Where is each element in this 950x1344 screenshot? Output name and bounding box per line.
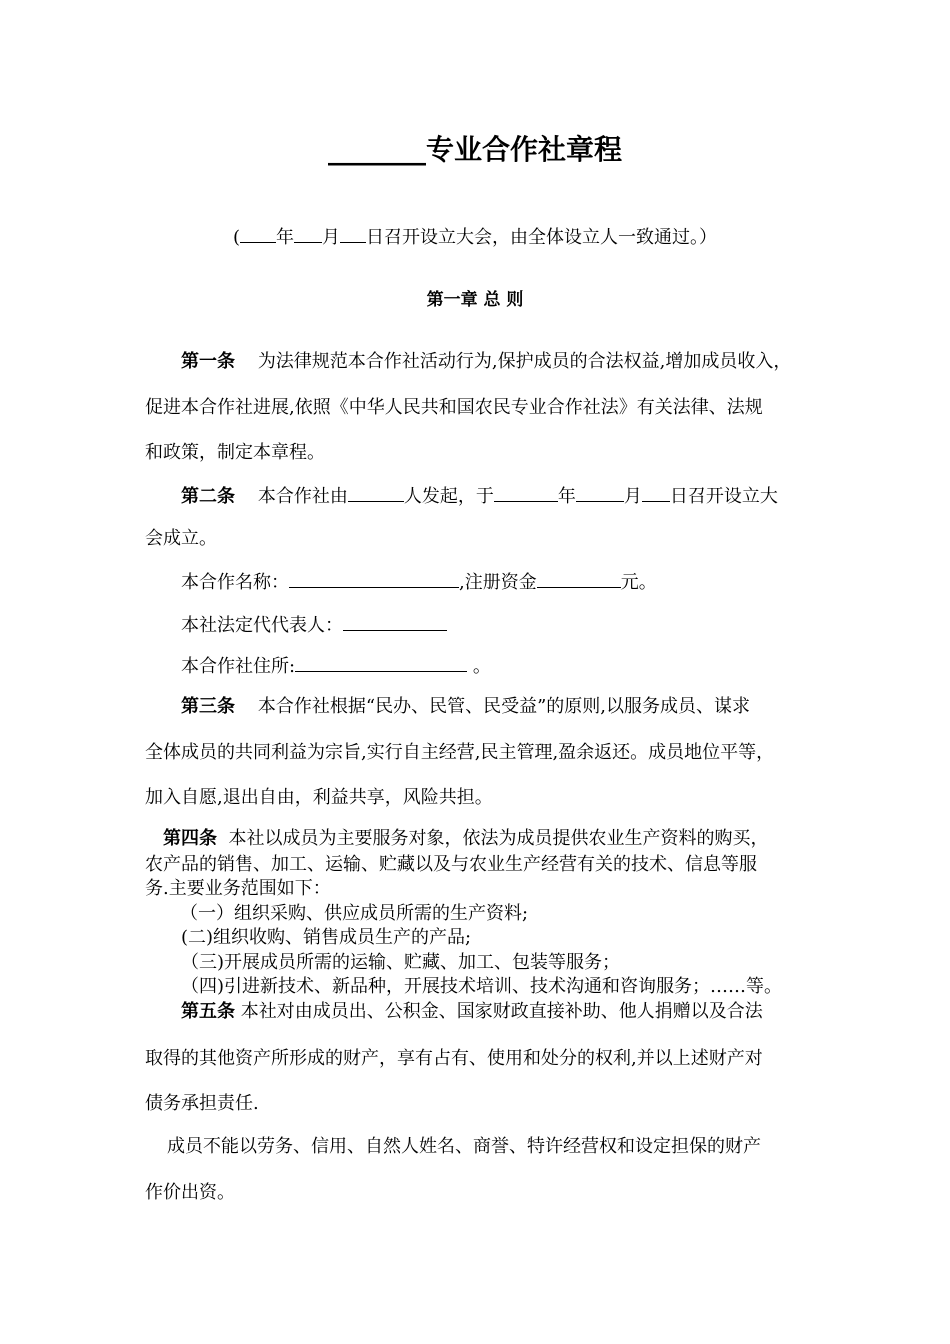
article-5-line-2: 取得的其他资产所形成的财产，享有占有、使用和处分的权利,并以上述财产对	[145, 1048, 763, 1069]
article-2-line-2: 会成立。	[145, 528, 217, 549]
article-1-line-3: 和政策，制定本章程。	[145, 442, 325, 463]
article-4-line-1: 第四条 本社以成员为主要服务对象，依法为成员提供农业生产资料的购买，	[163, 828, 769, 849]
article-2-line-1: 第二条 本合作社由 人发起，于 年 月 日召开设立大	[145, 483, 825, 509]
article-5-para-2-line-2: 作价出资。	[145, 1182, 235, 1203]
subtitle: ( 年 月 日召开设立大会，由全体设立人一致通过。）	[0, 224, 950, 250]
article-1-label: 第一条	[181, 351, 235, 372]
article-1-line-1: 第一条 为法律规范本合作社活动行为,保护成员的合法权益,增加成员收入，	[181, 351, 792, 372]
article-3-line-2: 全体成员的共同利益为宗旨,实行自主经营,民主管理,盈余返还。成员地位平等，	[145, 742, 775, 763]
article-4-item-2: (二)组织收购、销售成员生产的产品;	[181, 927, 472, 948]
chapter-heading: 第一章 总 则	[426, 290, 524, 310]
article-1-line-2: 促进本合作社进展,依照《中华人民共和国农民专业合作社法》有关法律、法规	[145, 397, 763, 418]
article-5-label: 第五条	[181, 1001, 235, 1022]
article-5-line-3: 债务承担责任.	[145, 1093, 259, 1114]
article-4-label: 第四条	[163, 828, 217, 849]
article-3-line-1: 第三条 本合作社根据“民办、民管、民受益”的原则,以服务成员、谋求	[181, 696, 751, 717]
article-4-line-2: 农产品的销售、加工、运输、贮藏以及与农业生产经营有关的技术、信息等服	[145, 854, 757, 875]
article-4-item-3: （三)开展成员所需的运输、贮藏、加工、包装等服务；	[181, 952, 621, 973]
title-text: 专业合作社章程	[425, 133, 622, 166]
title-blank: _______	[327, 133, 426, 166]
document-title	[0, 128, 950, 168]
article-2-label: 第二条	[181, 486, 235, 507]
article-3-line-3: 加入自愿,退出自由，利益共享，风险共担。	[145, 787, 493, 808]
article-3-label: 第三条	[181, 696, 235, 717]
address-line: 本合作社住所: 。	[145, 653, 825, 679]
article-4-item-1: （一）组织采购、供应成员所需的生产资料;	[180, 903, 529, 924]
article-5-para-2-line-1: 成员不能以劳务、信用、自然人姓名、商誉、特许经营权和设定担保的财产	[167, 1136, 761, 1157]
article-4-item-4: （四)引进新技术、新品种，开展技术培训、技术沟通和咨询服务；……等。	[181, 976, 783, 997]
article-4-line-3: 务.主要业务范围如下：	[145, 878, 331, 899]
legal-rep-line: 本社法定代代表人：	[145, 612, 825, 638]
cooperative-name-line: 本合作名称： ,注册资金 元。	[145, 569, 825, 595]
article-5-line-1: 第五条 本社对由成员出、公积金、国家财政直接补助、他人捐赠以及合法	[181, 1001, 763, 1022]
